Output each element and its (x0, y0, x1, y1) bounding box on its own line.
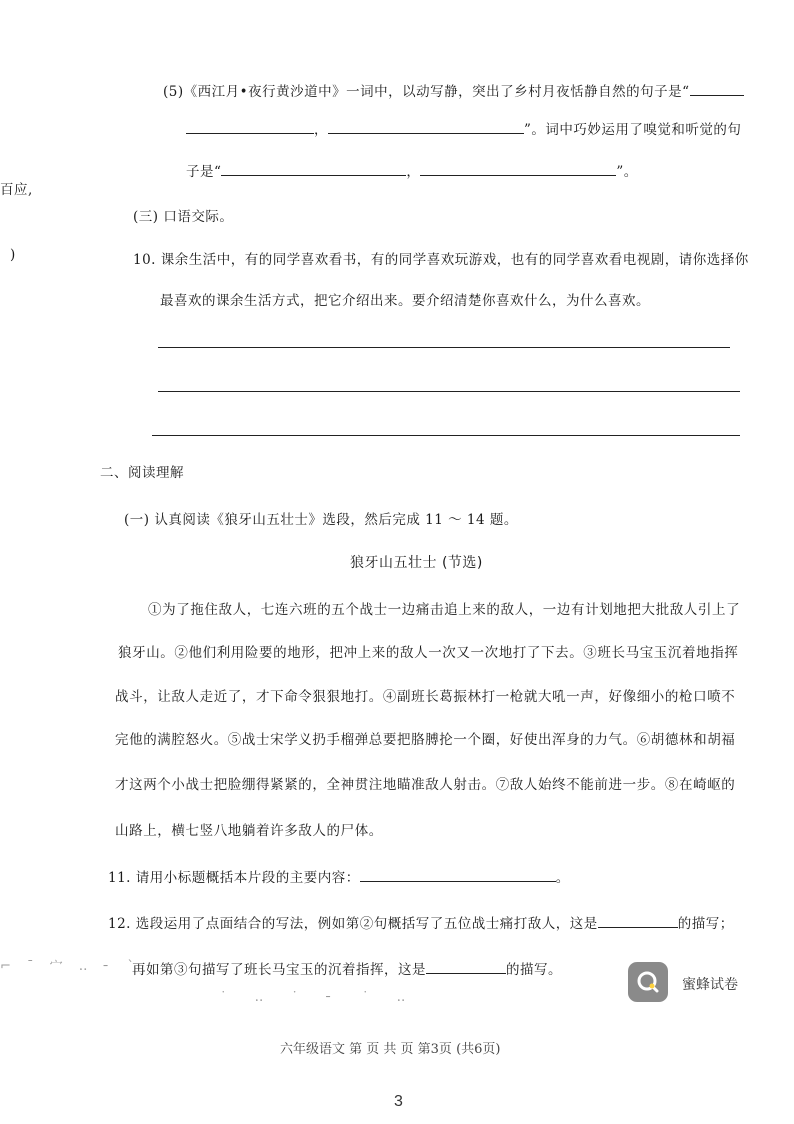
passage-title: 狼牙山五壮士 (节选) (350, 555, 483, 571)
q12-text-2: 再如第③句描写了班长马宝玉的沉着指挥，这是 (132, 962, 426, 978)
passage-line: 山路上，横七竖八地躺着许多敌人的尸体。 (115, 823, 383, 839)
q12-line1 (108, 912, 734, 932)
q10-line2: 最喜欢的课余生活方式，把它介绍出来。要介绍清楚你喜欢什么，为什么喜欢。 (160, 293, 650, 309)
q5-text-2: ”。词中巧妙运用了嗅觉和听觉的句 (524, 122, 742, 138)
passage-line: ①为了拖住敌人，七连六班的五个战士一边痛击追上来的敌人，一边有计划地把大批敌人引上了 (148, 602, 741, 618)
q10-answer-line-2[interactable] (158, 391, 740, 392)
q5-separator: ， (314, 122, 328, 138)
passage-line: 战斗，让敌人走近了，才下命令狠狠地打。④副班长葛振林打一枪就大吼一声，好像细小的枪口喷不 (115, 689, 736, 705)
section-oral-heading: (三) 口语交际。 (133, 209, 234, 225)
section-reading-heading: 二、阅读理解 (100, 465, 184, 481)
q5-line2 (186, 118, 741, 138)
q10-answer-line-3[interactable] (152, 435, 740, 436)
q12-answer-blank-2[interactable] (426, 961, 506, 974)
q12-text-2-end: 的描写。 (506, 962, 562, 978)
q5-separator-2: ， (406, 164, 421, 180)
q10-line1: 10. 课余生活中，有的同学喜欢看书，有的同学喜欢玩游戏，也有的同学喜欢看电视剧，请你选择你 (133, 252, 749, 268)
q5-answer-blank-5[interactable] (420, 163, 616, 176)
q5-line3 (186, 160, 638, 180)
q11-text: 11. 请用小标题概括本片段的主要内容： (108, 870, 360, 886)
bee-logo-icon (628, 962, 668, 1002)
watermark-brand: 蜜蜂试卷 (682, 977, 738, 993)
q5-text-4: ”。 (616, 164, 638, 180)
scan-noise-marks-2: ˙ ‥ ˙ ╴ ˙ ‥ (220, 990, 418, 1005)
passage-line: 狼牙山。②他们利用险要的地形，把冲上来的敌人一次又一次地打了下去。③班长马宝玉沉着地指挥 (118, 645, 739, 661)
page-number: 3 (394, 1093, 403, 1110)
q5-answer-blank-3[interactable] (328, 121, 524, 134)
footer-partial-text: 六年级语文 第 页 共 页 第3页 (共6页) (280, 1042, 501, 1057)
q5-line1 (163, 80, 744, 100)
reading-intro: (一) 认真阅读《狼牙山五壮士》选段，然后完成 11 ～ 14 题。 (124, 512, 518, 528)
q11 (108, 866, 570, 886)
margin-fragment-left: 百应, (0, 182, 33, 198)
q10-answer-line-1[interactable] (158, 347, 730, 348)
q11-answer-blank[interactable] (360, 869, 556, 882)
q5-answer-blank-1[interactable] (690, 83, 744, 96)
scan-noise-marks: ⌐ ˉ 宀 ‥ ╴ ˋ (0, 959, 141, 974)
q5-answer-blank-2[interactable] (186, 121, 314, 134)
q12-text-1: 12. 选段运用了点面结合的写法，例如第②句概括写了五位战士痛打敌人，这是 (108, 916, 598, 932)
q12-answer-blank-1[interactable] (598, 915, 678, 928)
passage-line: 才这两个小战士把脸绷得紧紧的，全神贯注地瞄准敌人射击。⑦敌人始终不能前进一步。⑧在崎岖的 (115, 777, 736, 793)
q5-text-3: 子是“ (186, 164, 222, 180)
q5-answer-blank-4[interactable] (221, 163, 406, 176)
q12-text-1-end: 的描写； (677, 916, 734, 932)
margin-fragment-paren: ) (10, 247, 16, 263)
passage-line: 完他的满腔怒火。⑤战士宋学义扔手榴弹总要把胳膊抡一个圈，好使出浑身的力气。⑥胡德林和胡福 (115, 732, 736, 748)
q5-text: (5)《西江月•夜行黄沙道中》一词中，以动写静，突出了乡村月夜恬静自然的句子是“ (163, 84, 690, 100)
q11-end: 。 (555, 870, 570, 886)
q12-line2 (132, 958, 562, 978)
